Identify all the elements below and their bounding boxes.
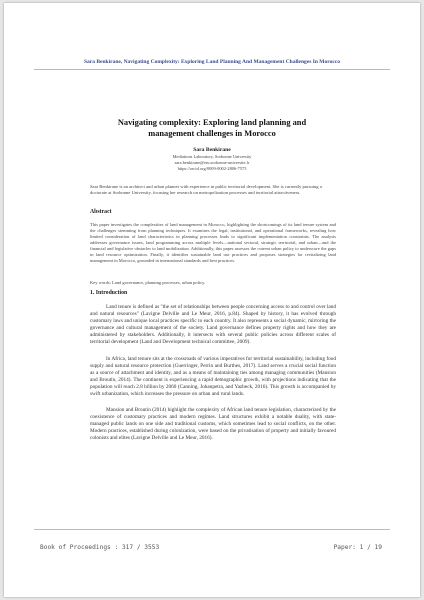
body-text: [90, 304, 336, 452]
author-bio: Sara Benkirane is an architect and urban planner with experience in public territorial development. She is currently pursuing a doctorate at Sorbonne University, focusing her research on metropolization processes and territorial attractiveness.: [90, 184, 322, 196]
author-name: Sara Benkirane: [193, 147, 231, 153]
footer-proceedings: Book of Proceedings : 317 / 3553: [40, 544, 160, 551]
paragraph: Land tenure is defined as "the set of relationships between people concerning access to and control over land and natural resources" (Lavigne Delville and Le Meur, 2016, p.84). Shaped by history, it has evolved through customary laws and unique local practices specific to each country. It also represents a social dynamic, mirroring the governance and cultural management of the society. Land governance defines property rights and how they are administered by stakeholders. Additionally, it intersects with several public policies across different scales of territorial development (Land and Development technical committee, 2009).: [90, 304, 336, 345]
paper-title: Navigating complexity: Exploring land planning and management challenges in Morocco: [117, 118, 307, 138]
header-rule: [34, 69, 390, 70]
paragraph: In Africa, land tenure sits at the crossroads of various imperatives for territorial sustainability, including food supply and natural resource protection (Guerringer, Perrin and Burthes, 2017). Land serves a crucial social function as a source of attachment and identity, and as a means of maintaining ties among managing communities (Mansion and Broutin, 2014). The continent is experiencing a rapid demographic growth, with projections indicating that the population will reach 2.8 billion by 2060 (Canning, Johanpetra, and Yazbeck, 2016). This growth is accompanied by swift urbanization, which increases the pressure on urban and rural lands.: [90, 355, 336, 397]
running-head: Sara Benkirane, Navigating Complexity: Exploring Land Planning And Management Challenges In Morocco: [84, 59, 340, 65]
section-heading: 1. Introduction: [90, 290, 128, 296]
footer-page-number: Paper: 1 / 19: [333, 544, 382, 551]
author-affiliation: Mediations Laboratory, Sorbonne University: [172, 154, 252, 159]
paragraph: Mansion and Broutin (2014) highlight the complexity of African land tenure legislation, characterized by the coexistence of customary practices and modern regimes. Land structures exhibit a notable duality, with state-managed public lands on one side and traditional customs, which sometimes lead to social conflicts, on the other. Modern practices, established during colonization, were based on the privatisation of property and initially favoured colonists and elites (Lavigne Delville and Le Meur, 2016).: [90, 407, 336, 441]
document-page: [4, 3, 420, 597]
keywords: Key words: Land governance, planning processes, urban policy.: [90, 280, 206, 285]
abstract-text: This paper investigates the complexities of land management in Morocco, highlighting the shortcomings of its land tenure system and the challenges stemming from planning techniques. It examines the legal, institutional, and operational frameworks, revealing how limited consideration of land characteristics in planning processes leads to significant implementation constraints. The analysis addresses governance issues, land programming across multiple levels—national sectoral, strategic territorial, and urban—and the financial and legislative obstacles to land mobilization. Additionally, this paper assesses the current urban policy to underscore the gaps in land resource optimization. Finally, it identifies sustainable land use practices and proposes strategies for revitalizing land management in Morocco, grounded in international standards and best practices.: [90, 222, 336, 263]
author-block: [104, 146, 320, 172]
footer-rule: [34, 529, 390, 530]
author-orcid[interactable]: https://orcid.org/0009-0002-2806-7575: [177, 166, 247, 172]
abstract-heading: Abstract: [90, 209, 112, 215]
author-email[interactable]: sara.benkirane@etu.sorbonne-universite.fr: [174, 160, 250, 166]
